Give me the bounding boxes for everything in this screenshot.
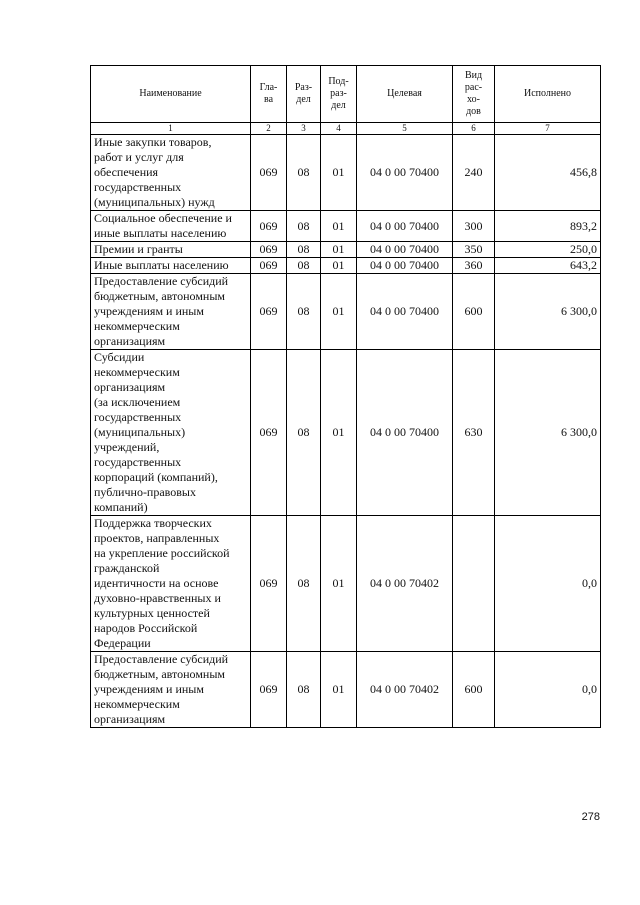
row-name-line: организациям	[94, 380, 166, 394]
row-podrazdel: 01	[321, 274, 357, 350]
row-glava: 069	[251, 258, 287, 274]
row-name-line: Предоставление субсидий	[94, 274, 229, 288]
header-glava: Гла- ва	[251, 66, 287, 123]
row-name-line: учреждений,	[94, 440, 160, 454]
row-value: 456,8	[495, 135, 601, 211]
row-name-line: (за исключением	[94, 395, 181, 409]
table-row	[91, 258, 601, 274]
row-name-line: идентичности на основе	[94, 576, 219, 590]
row-name-line: Федерации	[94, 636, 151, 650]
table-row	[91, 350, 601, 516]
row-name-line: обеспечения	[94, 165, 159, 179]
row-name	[91, 242, 251, 258]
row-name	[91, 274, 251, 350]
table-row	[91, 135, 601, 211]
row-name-line: бюджетным, автономным	[94, 289, 225, 303]
row-glava: 069	[251, 350, 287, 516]
row-name-line: государственных	[94, 410, 182, 424]
page-number: 278	[581, 811, 600, 823]
row-target: 04 0 00 70402	[357, 652, 453, 728]
row-name	[91, 516, 251, 652]
row-vid-rashodov: 630	[453, 350, 495, 516]
row-name-line: культурных ценностей	[94, 606, 210, 620]
row-name-line: учреждениям и иным	[94, 304, 204, 318]
row-name-line: работ и услуг для	[94, 150, 184, 164]
column-number: 6	[453, 123, 495, 135]
row-name-line: духовно-нравственных и	[94, 591, 221, 605]
row-name	[91, 350, 251, 516]
row-vid-rashodov: 600	[453, 652, 495, 728]
row-vid-rashodov: 240	[453, 135, 495, 211]
row-name-line: некоммерческим	[94, 697, 180, 711]
row-glava: 069	[251, 652, 287, 728]
row-name-line: гражданской	[94, 561, 160, 575]
row-podrazdel: 01	[321, 258, 357, 274]
column-number: 5	[357, 123, 453, 135]
row-name	[91, 652, 251, 728]
row-value: 6 300,0	[495, 274, 601, 350]
row-name-line: организациям	[94, 334, 166, 348]
row-glava: 069	[251, 274, 287, 350]
budget-table	[90, 65, 601, 728]
row-name-line: иные выплаты населению	[94, 226, 227, 240]
column-number: 4	[321, 123, 357, 135]
table-row	[91, 211, 601, 242]
table-row	[91, 242, 601, 258]
row-target: 04 0 00 70400	[357, 211, 453, 242]
row-name-line: публично-правовых	[94, 485, 196, 499]
row-value: 6 300,0	[495, 350, 601, 516]
row-target: 04 0 00 70400	[357, 258, 453, 274]
column-number: 7	[495, 123, 601, 135]
row-value: 0,0	[495, 516, 601, 652]
row-vid-rashodov	[453, 516, 495, 652]
row-name-line: Иные выплаты населению	[94, 258, 229, 272]
header-tselevaya: Целевая	[357, 66, 453, 123]
row-podrazdel: 01	[321, 242, 357, 258]
row-vid-rashodov: 600	[453, 274, 495, 350]
row-podrazdel: 01	[321, 135, 357, 211]
table-row	[91, 274, 601, 350]
row-podrazdel: 01	[321, 652, 357, 728]
row-name-line: на укрепление российской	[94, 546, 230, 560]
row-name-line: Социальное обеспечение и	[94, 211, 232, 225]
row-name-line: Субсидии	[94, 350, 145, 364]
row-name-line: государственных	[94, 180, 182, 194]
row-razdel: 08	[287, 274, 321, 350]
row-name-line: корпораций (компаний),	[94, 470, 218, 484]
row-name-line: (муниципальных)	[94, 425, 186, 439]
row-razdel: 08	[287, 516, 321, 652]
row-value: 0,0	[495, 652, 601, 728]
row-name-line: учреждениям и иным	[94, 682, 204, 696]
row-name-line: организациям	[94, 712, 166, 726]
row-razdel: 08	[287, 350, 321, 516]
row-target: 04 0 00 70400	[357, 135, 453, 211]
column-number: 1	[91, 123, 251, 135]
column-number-row	[91, 123, 601, 135]
row-name-line: Иные закупки товаров,	[94, 135, 212, 149]
row-target: 04 0 00 70400	[357, 350, 453, 516]
row-glava: 069	[251, 516, 287, 652]
row-name-line: государственных	[94, 455, 182, 469]
row-vid-rashodov: 300	[453, 211, 495, 242]
row-podrazdel: 01	[321, 350, 357, 516]
row-name-line: народов Российской	[94, 621, 198, 635]
row-target: 04 0 00 70400	[357, 242, 453, 258]
row-vid-rashodov: 360	[453, 258, 495, 274]
row-podrazdel: 01	[321, 211, 357, 242]
header-podrazdel: Под- раз- дел	[321, 66, 357, 123]
table-row	[91, 652, 601, 728]
column-number: 2	[251, 123, 287, 135]
row-razdel: 08	[287, 135, 321, 211]
row-razdel: 08	[287, 258, 321, 274]
row-glava: 069	[251, 135, 287, 211]
row-name-line: некоммерческим	[94, 319, 180, 333]
row-target: 04 0 00 70400	[357, 274, 453, 350]
row-glava: 069	[251, 242, 287, 258]
header-vid-rashodov: Вид рас- хо- дов	[453, 66, 495, 123]
row-razdel: 08	[287, 242, 321, 258]
row-name-line: (муниципальных) нужд	[94, 195, 215, 209]
row-target: 04 0 00 70402	[357, 516, 453, 652]
row-name-line: некоммерческим	[94, 365, 180, 379]
row-glava: 069	[251, 211, 287, 242]
row-name-line: Премии и гранты	[94, 242, 183, 256]
row-name	[91, 135, 251, 211]
header-naimenovanie: Наименование	[91, 66, 251, 123]
column-number: 3	[287, 123, 321, 135]
row-name-line: Предоставление субсидий	[94, 652, 229, 666]
row-podrazdel: 01	[321, 516, 357, 652]
row-value: 893,2	[495, 211, 601, 242]
row-razdel: 08	[287, 652, 321, 728]
row-name	[91, 258, 251, 274]
table-row	[91, 516, 601, 652]
row-name-line: бюджетным, автономным	[94, 667, 225, 681]
header-razdel: Раз- дел	[287, 66, 321, 123]
header-row	[91, 66, 601, 123]
row-name-line: Поддержка творческих	[94, 516, 212, 530]
row-name-line: проектов, направленных	[94, 531, 220, 545]
row-vid-rashodov: 350	[453, 242, 495, 258]
row-name	[91, 211, 251, 242]
row-value: 250,0	[495, 242, 601, 258]
row-value: 643,2	[495, 258, 601, 274]
row-name-line: компаний)	[94, 500, 148, 514]
header-ispolneno: Исполнено	[495, 66, 601, 123]
row-razdel: 08	[287, 211, 321, 242]
